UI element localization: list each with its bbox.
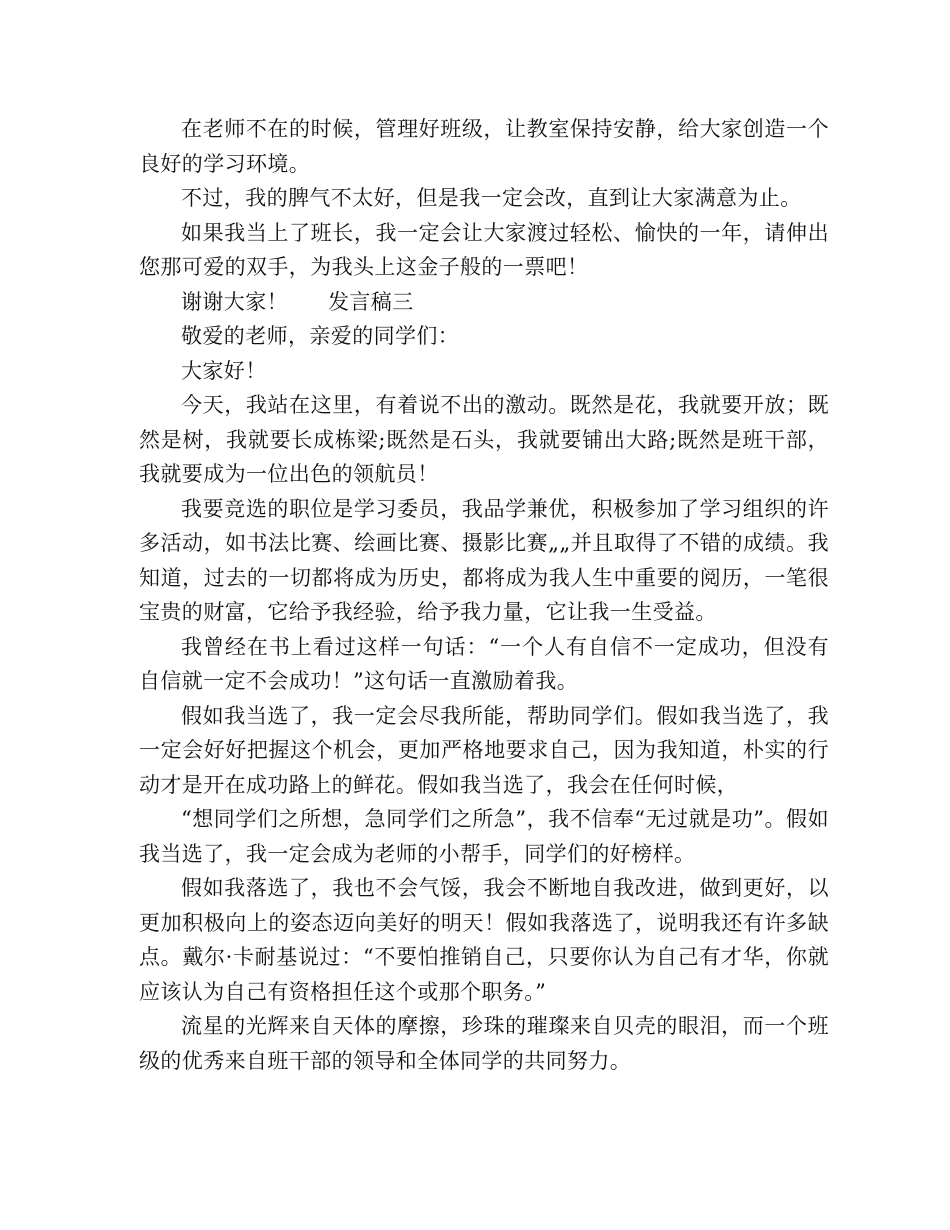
paragraph: 在老师不在的时候，管理好班级，让教室保持安静，给大家创造一个良好的学习环境。	[139, 117, 829, 176]
paragraph: 我要竞选的职位是学习委员，我品学兼优，积极参加了学习组织的许多活动，如书法比赛、绘画比赛、摄影比赛„„并且取得了不错的成绩。我知道，过去的一切都将成为历史，都将成为我人生中重要的阅历，一笔很宝贵的财富，它给予我经验，给予我力量，它让我一生受益。	[139, 496, 829, 624]
paragraph: 今天，我站在这里，有着说不出的激动。既然是花，我就要开放；既然是树，我就要长成栋梁;既然是石头，我就要铺出大路;既然是班干部，我就要成为一位出色的领航员！	[139, 393, 829, 486]
greeting: 大家好！	[181, 358, 267, 383]
paragraph: 假如我当选了，我一定会尽我所能，帮助同学们。假如我当选了，我一定会好好把握这个机会，更加严格地要求自己，因为我知道，朴实的行动才是开在成功路上的鲜花。假如我当选了，我会在任何时候，	[139, 703, 829, 797]
paragraph: 流星的光辉来自天体的摩擦，珍珠的璀璨来自贝壳的眼泪，而一个班级的优秀来自班干部的领导和全体同学的共同努力。	[139, 1014, 829, 1073]
paragraph: 如果我当上了班长，我一定会让大家渡过轻松、愉快的一年，请伸出您那可爱的双手，为我头上这金子般的一票吧！	[139, 220, 829, 279]
paragraph: “想同学们之所想，急同学们之所急”，我不信奉“无过就是功”。假如我当选了，我一定会成为老师的小帮手，同学们的好榜样。	[139, 807, 829, 866]
paragraph: 我曾经在书上看过这样一句话：“一个人有自信不一定成功，但没有自信就一定不会成功！”这句话一直激励着我。	[139, 634, 829, 693]
thanks-text: 谢谢大家！	[181, 289, 288, 314]
paragraph: 假如我落选了，我也不会气馁，我会不断地自我改进，做到更好，以更加积极向上的姿态迈向美好的明天！假如我落选了，说明我还有许多缺点。戴尔·卡耐基说过：“不要怕推销自己，只要你认为自己有才华，你就应该认为自己有资格担任这个或那个职务。”	[139, 876, 829, 1004]
document-body	[139, 112, 829, 1078]
section-heading: 发言稿三	[328, 289, 414, 314]
salutation: 敬爱的老师，亲爱的同学们：	[181, 324, 460, 348]
thanks-and-heading-line	[139, 285, 829, 320]
paragraph: 不过，我的脾气不太好，但是我一定会改，直到让大家满意为止。	[181, 186, 802, 210]
